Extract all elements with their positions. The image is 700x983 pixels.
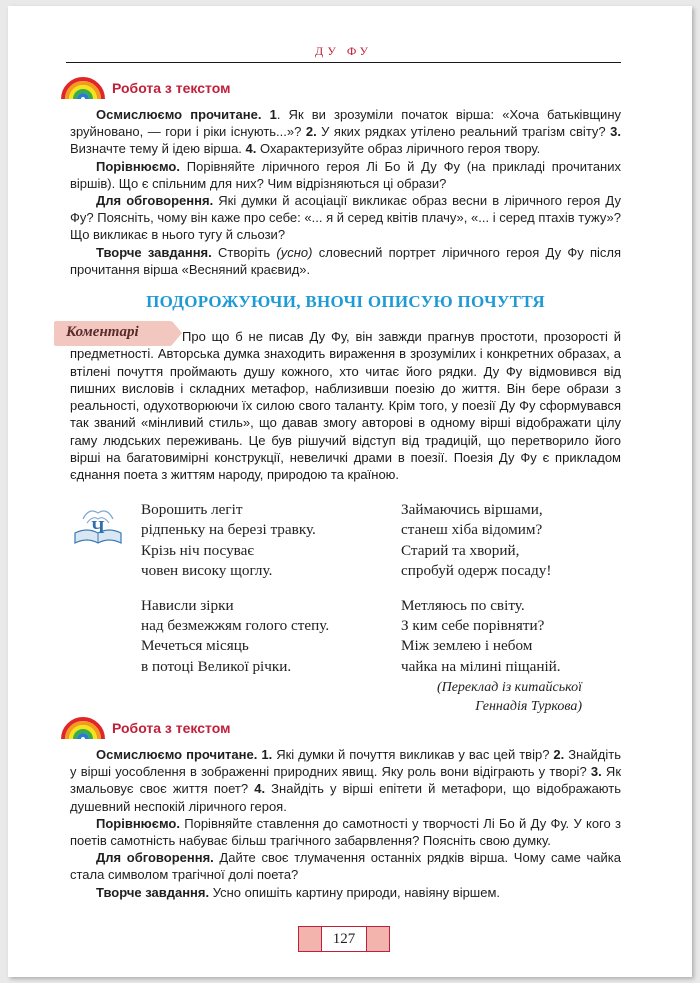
reading-book-icon <box>71 503 125 549</box>
poem-left-column <box>141 500 329 691</box>
page-number-value: 127 <box>322 926 366 952</box>
page-number-left-box <box>298 926 322 952</box>
page-number-right-box <box>366 926 390 952</box>
paragraph: Творче завдання. Усно опишіть картину природи, навіяну віршем. <box>96 884 501 900</box>
page-number <box>298 926 390 952</box>
paragraph: Осмислюємо прочитане. 1. Які думки й почуття викликав у вас цей твір? 2. Знайдіть у вірші уособлення в зображенні природних явищ. Яку роль вони відіграють у творі? 3. Як змальовує своє життя поет? 4. Знайдіть у вірші епітети й метафори, що відображають душевний неспокій ліричного героя. <box>70 747 622 814</box>
textbook-page <box>8 6 692 977</box>
comment-label: Коментарі <box>66 324 139 340</box>
header-rule <box>66 62 621 63</box>
paragraph: Творче завдання. Створіть (усно) словесний портрет ліричного героя Ду Фу після прочитання вірша «Весняний краєвид». <box>70 244 622 277</box>
paragraph: Осмислюємо прочитане. 1. Як ви зрозуміли початок вірша: «Хоча батьківщину зруйновано, — гори і ріки існують...»? 2. У яких рядках утілено реальний трагізм світу? 3. Визначте тему й ідею вірша. 4. Охарактеризуйте образ ліричного героя твору. <box>70 107 621 157</box>
svg-text:Ч: Ч <box>91 517 105 537</box>
rainbow-icon <box>60 72 106 100</box>
comment-text: Про що б не писав Ду Фу, він завжди прагнув простоти, прозорості й предметності. Авторська думка знаходить вираження в зрозумілих і конкретних образах, а втілені почуття проймають душу кожного, хто читає його рядки. Ду Фу відмовився від пишних висловів і складних метафор, наблизивши поезію до життя. Він бере образи з реальності, одухотворюючи їх силою свого таланту. Крім того, у поезії Ду Фу сформувався так званий «мінливий стиль», що давав змогу авторові в одному вірші відображати цілу гаму людських переживань. Це був рішучий відступ від традицій, що перетворило його вірші на багатовимірні конструкції, невеличкі драми в поезії. Поезія Ду Фу є прикладом єднання поета з життям народу, природою та країною. <box>70 329 621 483</box>
stanza: Ворошить легіт рідпеньку на березі травку. Крізь ніч посуває човен високу щоглу. <box>141 501 316 580</box>
paragraph: Порівнюємо. Порівняйте ліричного героя Лі Бо й Ду Фу (на прикладі прочитаних віршів). Що є спільним для них? Чим відрізняються ці образи? <box>70 158 621 191</box>
paragraph: Порівнюємо. Порівняйте ставлення до самотності у творчості Лі Бо й Ду Фу. У кого з поетів самотність набуває більш трагічного забарвлення? Поясніть свою думку. <box>70 815 621 849</box>
section-title: Робота з текстом <box>112 80 231 96</box>
paragraph: Для обговорення. Які думки й асоціації викликає образ весни в ліричного героя Ду Фу? Поясніть, чому він каже про себе: «... я й серед квітів плачу», «... і серед птахів тужу»? Що викликає в нього тугу й сльози? <box>70 193 621 243</box>
section-title: Робота з текстом <box>112 720 231 736</box>
section2-text <box>70 746 621 901</box>
paragraph: Для обговорення. Дайте своє тлумачення останніх рядків вірша. Чому саме чайка стала символом трагічної долі поета? <box>70 850 621 883</box>
stanza: Займаючись віршами, станеш хіба відомим? Старий та хворий, спробуй одерж посаду! <box>401 501 552 580</box>
poem-right-column <box>401 500 561 691</box>
translation-credit: (Переклад із китайської Геннадія Туркова) <box>436 680 582 714</box>
stanza: Нависли зірки над безмежжям голого степу. Мечеться місяць в потоці Великої річки. <box>141 596 330 675</box>
stanza: Метляюсь по світу. З ким себе порівняти? Між землею і небом чайка на мілині піщаній. <box>401 596 561 675</box>
section1-text <box>70 106 621 278</box>
rainbow-icon <box>60 712 106 740</box>
running-head: ДУ ФУ <box>315 44 372 58</box>
poem-title: ПОДОРОЖУЮЧИ, ВНОЧІ ОПИСУЮ ПОЧУТТЯ <box>146 292 545 311</box>
